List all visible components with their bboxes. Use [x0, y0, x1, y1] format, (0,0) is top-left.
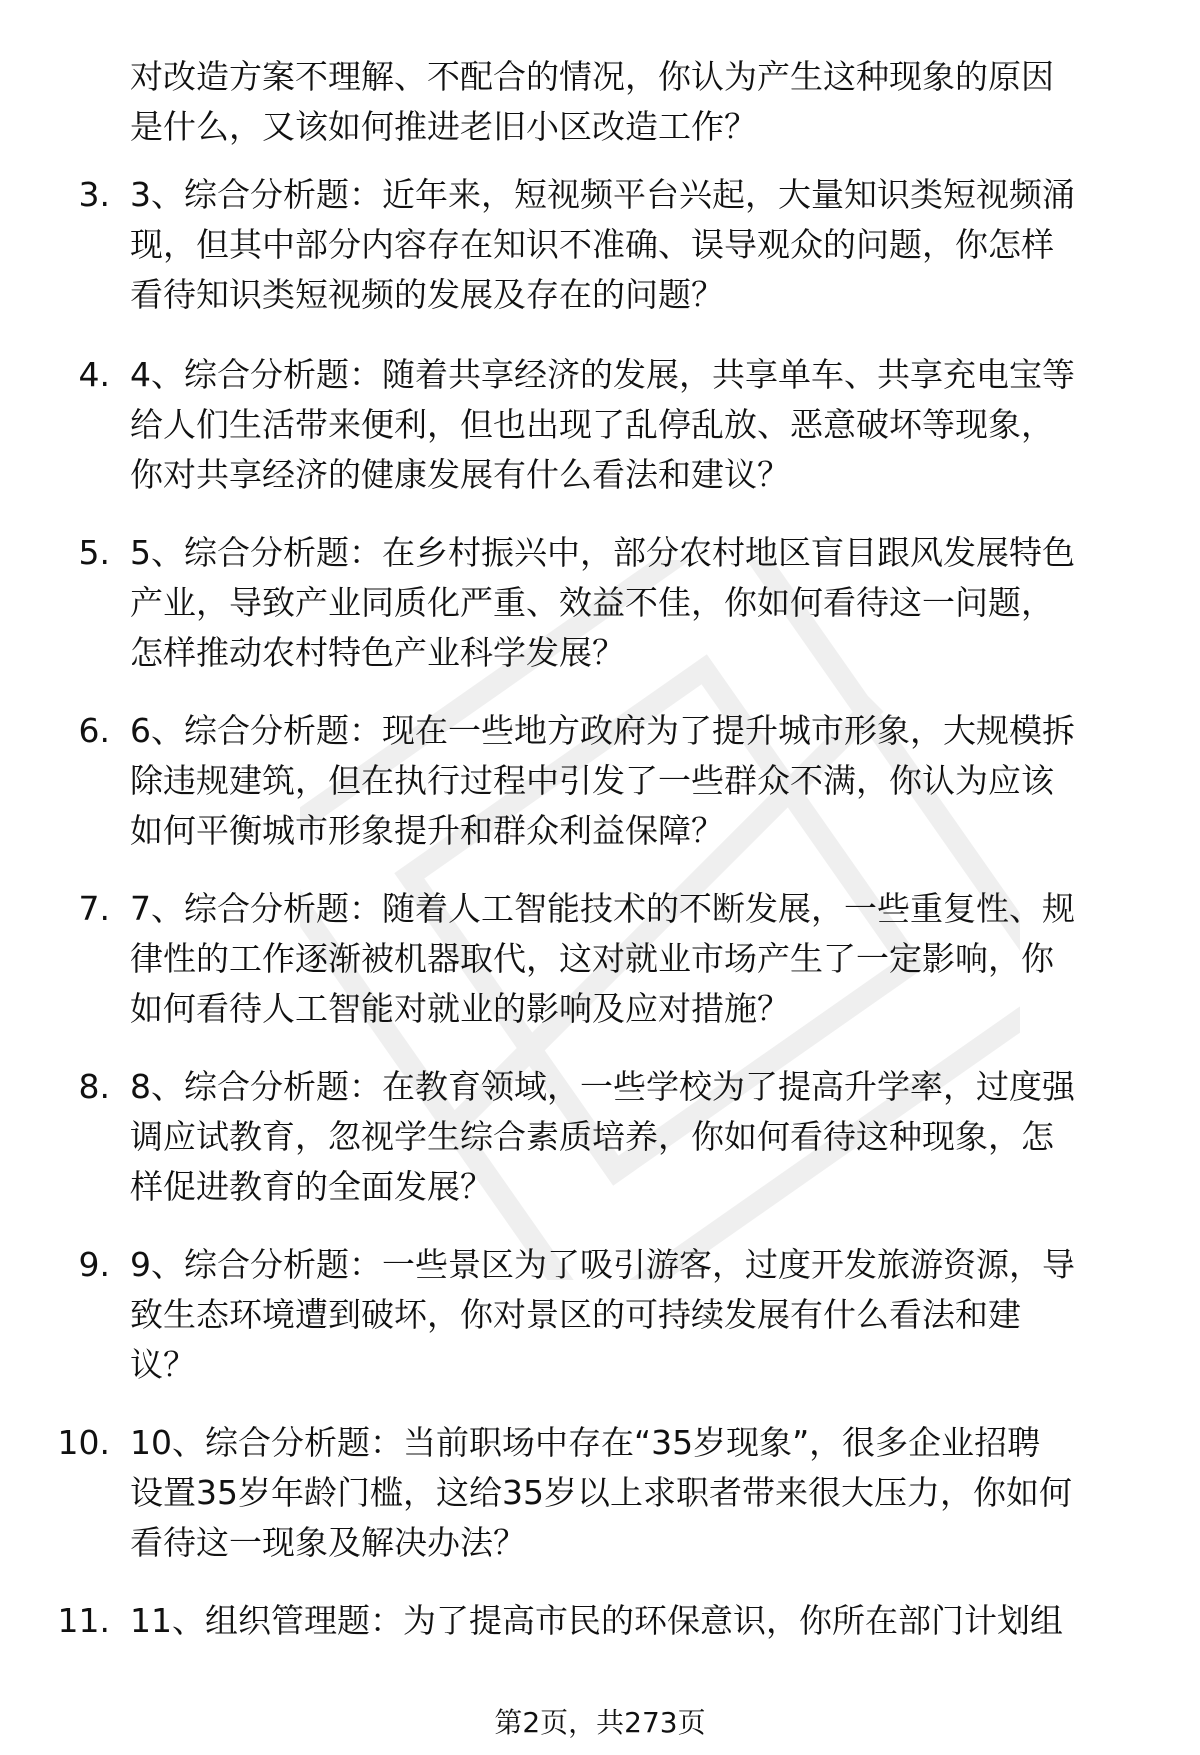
item-text-line: 给人们生活带来便利，但也出现了乱停乱放、恶意破坏等现象，: [130, 405, 1054, 444]
item-text-line: 是什么，又该如何推进老旧小区改造工作？: [130, 107, 757, 146]
item-number: 3.: [78, 175, 110, 214]
item-text-line: 看待知识类短视频的发展及存在的问题？: [130, 275, 724, 314]
item-text-line: 10、综合分析题：当前职场中存在“35岁现象”，很多企业招聘: [130, 1423, 1041, 1462]
item-text-line: 样促进教育的全面发展？: [130, 1167, 493, 1206]
item-text-line: 对改造方案不理解、不配合的情况，你认为产生这种现象的原因: [130, 57, 1054, 96]
item-text-line: 6、综合分析题：现在一些地方政府为了提升城市形象，大规模拆: [130, 711, 1075, 750]
item-number: 5.: [78, 533, 110, 572]
page-footer: 第2页，共273页: [494, 1706, 706, 1739]
item-text-line: 11、组织管理题：为了提高市民的环保意识，你所在部门计划组: [130, 1601, 1063, 1640]
item-text-line: 8、综合分析题：在教育领域，一些学校为了提高升学率，过度强: [130, 1067, 1075, 1106]
item-number: 7.: [78, 889, 110, 928]
item-text-line: 设置35岁年龄门槛，这给35岁以上求职者带来很大压力，你如何: [130, 1473, 1072, 1512]
item-number: 8.: [78, 1067, 110, 1106]
item-text-line: 产业，导致产业同质化严重、效益不佳，你如何看待这一问题，: [130, 583, 1054, 622]
item-text-line: 看待这一现象及解决办法？: [130, 1523, 526, 1562]
item-number: 4.: [78, 355, 110, 394]
item-number: 6.: [78, 711, 110, 750]
item-text-line: 9、综合分析题：一些景区为了吸引游客，过度开发旅游资源，导: [130, 1245, 1075, 1284]
item-text-line: 致生态环境遭到破坏，你对景区的可持续发展有什么看法和建: [130, 1295, 1021, 1334]
item-text-line: 怎样推动农村特色产业科学发展？: [130, 633, 625, 672]
item-text-line: 调应试教育，忽视学生综合素质培养，你如何看待这种现象，怎: [130, 1117, 1054, 1156]
item-text-line: 议？: [130, 1345, 196, 1384]
item-text-line: 律性的工作逐渐被机器取代，这对就业市场产生了一定影响，你: [130, 939, 1054, 978]
item-text-line: 3、综合分析题：近年来，短视频平台兴起，大量知识类短视频涌: [130, 175, 1075, 214]
item-number: 9.: [78, 1245, 110, 1284]
item-number: 11.: [57, 1601, 110, 1640]
item-text-line: 你对共享经济的健康发展有什么看法和建议？: [130, 455, 790, 494]
item-text-line: 现，但其中部分内容存在知识不准确、误导观众的问题，你怎样: [130, 225, 1054, 264]
item-number: 10.: [57, 1423, 110, 1462]
item-text-line: 7、综合分析题：随着人工智能技术的不断发展，一些重复性、规: [130, 889, 1075, 928]
item-text-line: 如何看待人工智能对就业的影响及应对措施？: [130, 989, 790, 1028]
item-text-line: 4、综合分析题：随着共享经济的发展，共享单车、共享充电宝等: [130, 355, 1075, 394]
item-text-line: 除违规建筑，但在执行过程中引发了一些群众不满，你认为应该: [130, 761, 1054, 800]
item-text-line: 5、综合分析题：在乡村振兴中，部分农村地区盲目跟风发展特色: [130, 533, 1075, 572]
item-text-line: 如何平衡城市形象提升和群众利益保障？: [130, 811, 724, 850]
